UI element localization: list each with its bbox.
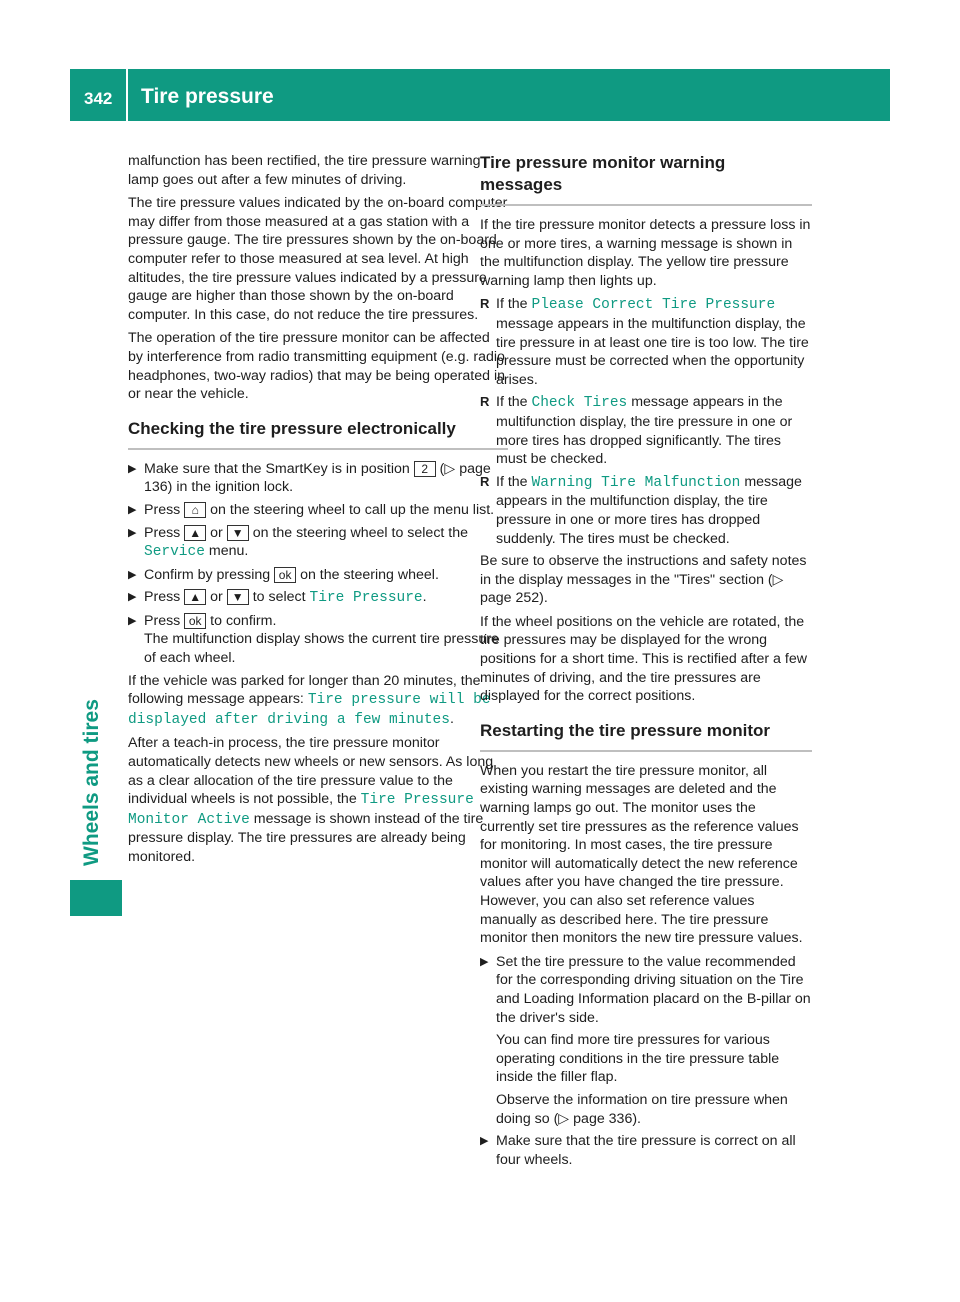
display-text: Please Correct Tire Pressure	[531, 297, 776, 314]
step: ▶ Make sure that the tire pressure is correct on all four wheels.	[480, 1133, 796, 1168]
down-key-icon: ▼	[227, 525, 249, 541]
paragraph: If the vehicle was parked for longer than 20 minutes, the following message appears: Tire pressure will be displayed after driving a few minutes.	[128, 672, 491, 728]
step-note: You can find more tire pressures for various operating conditions in the tire pressure table inside the filler flap.	[496, 1032, 780, 1086]
bullet-item: R If the Warning Tire Malfunction message appears in the multifunction display, the tire pressure in one or more tires has dropped suddenly. The tires must be checked.	[480, 473, 802, 547]
paragraph: Be sure to observe the instructions and safety notes in the display messages in the "Tires" section (▷ page 252).	[480, 553, 807, 607]
left-column	[128, 152, 508, 872]
step: ▶ Press ▲ or ▼ on the steering wheel to select the Service menu.	[128, 524, 469, 561]
paragraph: If the wheel positions on the vehicle are rotated, the tire pressures may be displayed for the wrong positions for a short time. This is rectified after a few minutes of driving, and the tire pressures are displayed for the correct positions.	[480, 613, 807, 705]
r-bullet-icon: R	[480, 394, 490, 410]
arrow-right-icon: ▶	[128, 526, 137, 539]
r-bullet-icon: R	[480, 296, 490, 312]
step: ▶ Press ⌂ on the steering wheel to call up the menu list.	[128, 501, 495, 518]
r-bullet-icon: R	[480, 473, 490, 489]
paragraph: malfunction has been rectified, the tire pressure warning lamp goes out after a few minutes of driving.	[128, 153, 481, 188]
display-text: Warning Tire Malfunction	[531, 474, 741, 491]
ok-key-icon: ok	[274, 567, 296, 583]
step: ▶ Set the tire pressure to the value recommended for the corresponding driving situation on the Tire and Loading Information placard on the B-pillar on the driver's side.	[480, 953, 811, 1026]
header-divider	[126, 69, 128, 121]
section-heading-restart: Restarting the tire pressure monitor	[480, 720, 812, 752]
step: ▶ Press ok to confirm. The multifunction display shows the current tire pressure of each wheel.	[128, 612, 499, 667]
arrow-right-icon: ▶	[128, 591, 137, 604]
paragraph: If the tire pressure monitor detects a pressure loss in one or more tires, a warning message is shown in the multifunction display. The yellow tire pressure warning lamp then lights up.	[480, 217, 811, 289]
bullet-item: R If the Please Correct Tire Pressure message appears in the multifunction display, the tire pressure in at least one tire is too low. The tire pressure must be corrected when the opportunity arises.	[480, 296, 809, 388]
paragraph: The tire pressure values indicated by the on-board computer may differ from those measured at a gas station with a pressure gauge. The tire pressures shown by the on-board computer refer to those measured at sea level. At high altitudes, the tire pressure values indicated by a pressure gauge are higher than those shown by the on-board computer. In this case, do not reduce the tire pressures.	[128, 195, 508, 323]
up-key-icon: ▲	[184, 589, 206, 605]
section-heading-check: Checking the tire pressure electronically	[128, 418, 508, 450]
display-text: Service	[144, 544, 205, 561]
home-key-icon: ⌂	[184, 502, 206, 518]
page-title: Tire pressure	[141, 85, 274, 108]
arrow-right-icon: ▶	[128, 614, 137, 627]
arrow-right-icon: ▶	[128, 462, 137, 475]
step: ▶ Press ▲ or ▼ to select Tire Pressure.	[128, 589, 427, 607]
paragraph: After a teach-in process, the tire pressure monitor automatically detects new wheels or new sensors. As long as a clear allocation of the tire pressure value to the individual wheels is not possible, the Tire Pressure Monitor Active message is shown instead of the tire pressure display. The tire pressures are already being monitored.	[128, 735, 494, 865]
page-number: 342	[84, 89, 113, 108]
paragraph: The operation of the tire pressure monitor can be affected by interference from radio transmitting equipment (e.g. radio headphones, two-way radios) that may be being operated in or near the vehicle.	[128, 330, 505, 403]
step: ▶ Make sure that the SmartKey is in position 2 (▷ page 136) in the ignition lock.	[128, 460, 491, 496]
page-header	[70, 69, 890, 121]
paragraph: When you restart the tire pressure monitor, all existing warning messages are deleted and the warning lamps go out. The monitor uses the currently set tire pressures as the reference values for monitoring. In most cases, the tire pressure monitor will automatically detect the new reference values after you have changed the tire pressure. However, you can also set reference values manually as described here. The tire pressure monitor then monitors the new tire pressure values.	[480, 762, 803, 947]
section-tab-label: Wheels and tires	[80, 699, 103, 866]
display-text: Check Tires	[531, 395, 628, 412]
display-text: Tire Pressure	[309, 590, 423, 607]
section-heading-warnings: Tire pressure monitor warning messages	[480, 152, 812, 206]
position-2-key-icon: 2	[414, 461, 436, 477]
down-key-icon: ▼	[227, 589, 249, 605]
arrow-right-icon: ▶	[480, 1135, 489, 1148]
ok-key-icon: ok	[184, 613, 206, 629]
arrow-right-icon: ▶	[128, 503, 137, 516]
right-column	[480, 152, 812, 1173]
up-key-icon: ▲	[184, 525, 206, 541]
step: ▶ Confirm by pressing ok on the steering wheel.	[128, 566, 439, 583]
display-text: Tire Pressure Monitor Active	[128, 792, 474, 828]
section-tab-marker	[70, 880, 122, 916]
display-text: Tire pressure will be displayed after driving a few minutes	[128, 692, 491, 728]
bullet-item: R If the Check Tires message appears in the multifunction display, the tire pressure in one or more tires has dropped significantly. The tires must be checked.	[480, 394, 793, 468]
step-note: Observe the information on tire pressure when doing so (▷ page 336).	[496, 1091, 788, 1127]
arrow-right-icon: ▶	[480, 955, 489, 968]
arrow-right-icon: ▶	[128, 568, 137, 581]
